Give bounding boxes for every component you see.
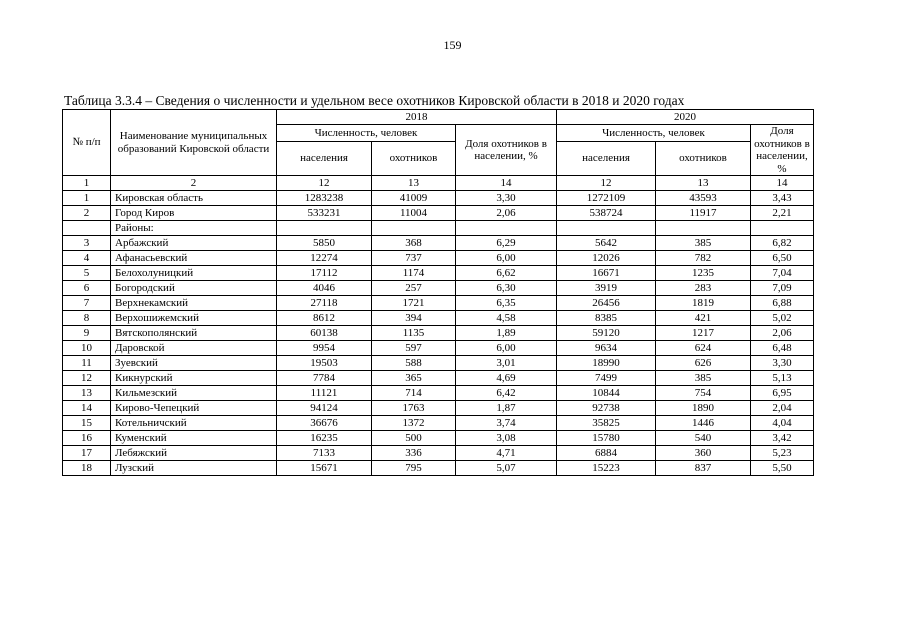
table-cell: 714 [372, 386, 456, 401]
table-cell: 1372 [372, 416, 456, 431]
table-cell: 597 [372, 341, 456, 356]
table-cell: 336 [372, 446, 456, 461]
table-cell: 6,82 [751, 236, 814, 251]
table-cell: 11917 [656, 206, 751, 221]
table-cell: 17112 [277, 266, 372, 281]
table-cell: 7784 [277, 371, 372, 386]
header-hunters-2020: охотников [656, 142, 751, 176]
table-cell: 394 [372, 311, 456, 326]
row-number: 9 [63, 326, 111, 341]
table-cell: 1,89 [456, 326, 557, 341]
table-row [63, 236, 814, 251]
row-name: Кировская область [111, 191, 277, 206]
row-name: Лебяжский [111, 446, 277, 461]
row-number: 14 [63, 401, 111, 416]
table-cell: 94124 [277, 401, 372, 416]
row-name: Верхнекамский [111, 296, 277, 311]
table-cell: 19503 [277, 356, 372, 371]
table-cell: 8612 [277, 311, 372, 326]
table-cell: 5,07 [456, 461, 557, 476]
table-cell: 2,06 [456, 206, 557, 221]
table-cell: 533231 [277, 206, 372, 221]
row-number: 13 [63, 386, 111, 401]
table-cell: 4,71 [456, 446, 557, 461]
table-cell: 6884 [557, 446, 656, 461]
table-cell: 16671 [557, 266, 656, 281]
table-cell: 18990 [557, 356, 656, 371]
table-cell: 1763 [372, 401, 456, 416]
table-cell [751, 221, 814, 236]
table-cell [372, 221, 456, 236]
table-cell: 27118 [277, 296, 372, 311]
table-cell: 60138 [277, 326, 372, 341]
table-cell [557, 221, 656, 236]
header-population-2018: населения [277, 142, 372, 176]
table-row [63, 446, 814, 461]
header-year-2018: 2018 [277, 110, 557, 125]
table-row [63, 386, 814, 401]
table-cell: 6,88 [751, 296, 814, 311]
table-cell: 7499 [557, 371, 656, 386]
table-cell: 837 [656, 461, 751, 476]
col-number: 2 [111, 176, 277, 191]
header-count-2020: Численность, человек [557, 125, 751, 142]
table-cell: 4,58 [456, 311, 557, 326]
header-hunters-2018: охотников [372, 142, 456, 176]
table-cell: 6,62 [456, 266, 557, 281]
header-population-2020: населения [557, 142, 656, 176]
table-cell: 421 [656, 311, 751, 326]
table-cell: 626 [656, 356, 751, 371]
table-cell: 15671 [277, 461, 372, 476]
header-share-2020: Доля охотников в населении, % [751, 125, 814, 176]
col-number: 14 [456, 176, 557, 191]
row-number: 1 [63, 191, 111, 206]
table-cell: 365 [372, 371, 456, 386]
table-cell: 4,69 [456, 371, 557, 386]
table-cell: 4,04 [751, 416, 814, 431]
row-number: 2 [63, 206, 111, 221]
header-name: Наименование муниципальных образований Кировской области [111, 110, 277, 176]
table-cell: 385 [656, 236, 751, 251]
table-cell: 1446 [656, 416, 751, 431]
table-cell: 6,42 [456, 386, 557, 401]
row-name: Верхошижемский [111, 311, 277, 326]
table-cell: 92738 [557, 401, 656, 416]
table-cell: 4046 [277, 281, 372, 296]
table-cell: 795 [372, 461, 456, 476]
table-cell: 11004 [372, 206, 456, 221]
table-row [63, 416, 814, 431]
row-number: 17 [63, 446, 111, 461]
table-cell: 2,21 [751, 206, 814, 221]
row-name: Лузский [111, 461, 277, 476]
table-cell: 5642 [557, 236, 656, 251]
table-cell: 8385 [557, 311, 656, 326]
table-cell: 7,09 [751, 281, 814, 296]
table-cell: 1,87 [456, 401, 557, 416]
table-cell: 11121 [277, 386, 372, 401]
row-name: Куменский [111, 431, 277, 446]
table-cell: 35825 [557, 416, 656, 431]
table-cell: 5,23 [751, 446, 814, 461]
table-cell: 1135 [372, 326, 456, 341]
row-number: 4 [63, 251, 111, 266]
hunters-table [62, 109, 814, 476]
table-row [63, 371, 814, 386]
table-caption: Таблица 3.3.4 – Сведения о численности и удельном весе охотников Кировской области в 2018 и 2020 годах [64, 93, 685, 108]
table-cell [656, 221, 751, 236]
row-number: 16 [63, 431, 111, 446]
row-name: Даровской [111, 341, 277, 356]
table-cell: 737 [372, 251, 456, 266]
table-cell: 5,02 [751, 311, 814, 326]
table-cell: 1283238 [277, 191, 372, 206]
table-cell: 3919 [557, 281, 656, 296]
table-cell: 16235 [277, 431, 372, 446]
header-num: № п/п [63, 110, 111, 176]
row-number: 12 [63, 371, 111, 386]
table-cell: 3,74 [456, 416, 557, 431]
table-cell: 6,30 [456, 281, 557, 296]
header-count-2018: Численность, человек [277, 125, 456, 142]
row-name: Районы: [111, 221, 277, 236]
table-cell: 26456 [557, 296, 656, 311]
col-number: 13 [372, 176, 456, 191]
table-cell: 6,95 [751, 386, 814, 401]
table-row [63, 206, 814, 221]
table-cell: 1174 [372, 266, 456, 281]
table-cell: 368 [372, 236, 456, 251]
table-cell: 59120 [557, 326, 656, 341]
table-cell: 9954 [277, 341, 372, 356]
table-row [63, 221, 814, 236]
table-cell: 43593 [656, 191, 751, 206]
table-cell: 540 [656, 431, 751, 446]
table-cell: 1819 [656, 296, 751, 311]
table-cell: 6,35 [456, 296, 557, 311]
table-row [63, 266, 814, 281]
row-number: 11 [63, 356, 111, 371]
table-cell: 1235 [656, 266, 751, 281]
table-row [63, 461, 814, 476]
table-cell: 36676 [277, 416, 372, 431]
row-number: 5 [63, 266, 111, 281]
table-cell: 15780 [557, 431, 656, 446]
table-cell: 6,29 [456, 236, 557, 251]
row-name: Белохолуницкий [111, 266, 277, 281]
table-cell: 588 [372, 356, 456, 371]
table-cell: 624 [656, 341, 751, 356]
table-cell: 782 [656, 251, 751, 266]
table-cell: 6,48 [751, 341, 814, 356]
row-name: Богородский [111, 281, 277, 296]
table-cell: 12274 [277, 251, 372, 266]
row-name: Котельничский [111, 416, 277, 431]
table-row [63, 191, 814, 206]
table-cell: 5,13 [751, 371, 814, 386]
table-cell: 257 [372, 281, 456, 296]
table-cell: 1890 [656, 401, 751, 416]
table-cell: 10844 [557, 386, 656, 401]
table-cell: 5,50 [751, 461, 814, 476]
row-number: 18 [63, 461, 111, 476]
table-cell: 3,43 [751, 191, 814, 206]
table-cell: 6,50 [751, 251, 814, 266]
table-cell: 15223 [557, 461, 656, 476]
table-cell: 3,42 [751, 431, 814, 446]
table-cell: 6,00 [456, 251, 557, 266]
row-name: Афанасьевский [111, 251, 277, 266]
table-cell: 538724 [557, 206, 656, 221]
row-number: 3 [63, 236, 111, 251]
table-cell: 7,04 [751, 266, 814, 281]
table-cell: 6,00 [456, 341, 557, 356]
table-cell: 1217 [656, 326, 751, 341]
row-number: 15 [63, 416, 111, 431]
col-number: 1 [63, 176, 111, 191]
table-row [63, 251, 814, 266]
row-name: Кирово-Чепецкий [111, 401, 277, 416]
table-cell: 7133 [277, 446, 372, 461]
table-cell: 2,06 [751, 326, 814, 341]
table-row [63, 311, 814, 326]
table-cell: 2,04 [751, 401, 814, 416]
table-cell: 754 [656, 386, 751, 401]
row-number: 7 [63, 296, 111, 311]
table-cell: 1272109 [557, 191, 656, 206]
table-row [63, 341, 814, 356]
row-name: Кильмезский [111, 386, 277, 401]
table-cell: 360 [656, 446, 751, 461]
table-cell [277, 221, 372, 236]
table-cell: 3,01 [456, 356, 557, 371]
row-name: Арбажский [111, 236, 277, 251]
table-row [63, 326, 814, 341]
row-name: Зуевский [111, 356, 277, 371]
table-row [63, 296, 814, 311]
header-share-2018: Доля охотников в населении, % [456, 125, 557, 176]
page-number: 159 [443, 38, 462, 52]
table-cell: 1721 [372, 296, 456, 311]
row-number [63, 221, 111, 236]
table-row [63, 401, 814, 416]
table-cell: 9634 [557, 341, 656, 356]
row-number: 8 [63, 311, 111, 326]
table-cell: 41009 [372, 191, 456, 206]
row-name: Город Киров [111, 206, 277, 221]
table-row [63, 431, 814, 446]
table-cell: 3,30 [456, 191, 557, 206]
row-number: 10 [63, 341, 111, 356]
row-name: Кикнурский [111, 371, 277, 386]
table-cell: 500 [372, 431, 456, 446]
table-cell: 3,08 [456, 431, 557, 446]
table-row [63, 356, 814, 371]
col-number: 12 [277, 176, 372, 191]
table-cell [456, 221, 557, 236]
header-year-2020: 2020 [557, 110, 814, 125]
row-name: Вятскополянский [111, 326, 277, 341]
table-cell: 12026 [557, 251, 656, 266]
row-number: 6 [63, 281, 111, 296]
table-cell: 283 [656, 281, 751, 296]
table-cell: 5850 [277, 236, 372, 251]
col-number: 13 [656, 176, 751, 191]
table-cell: 3,30 [751, 356, 814, 371]
table-row [63, 281, 814, 296]
col-number: 12 [557, 176, 656, 191]
table-cell: 385 [656, 371, 751, 386]
col-number: 14 [751, 176, 814, 191]
